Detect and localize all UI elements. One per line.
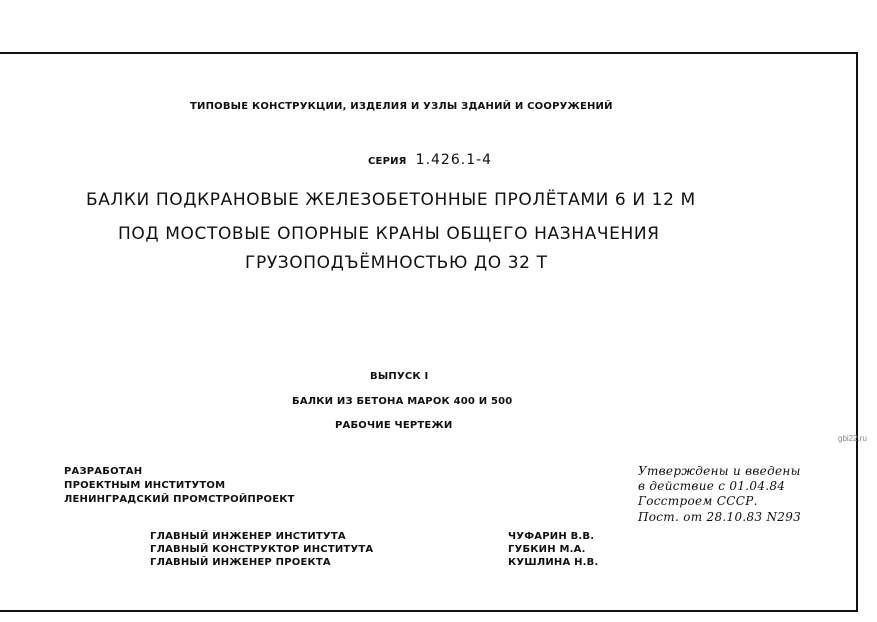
developer-line-2: ПРОЕКТНЫМ ИНСТИТУТОМ — [64, 480, 226, 491]
approval-line-2: в действие с 01.04.84 — [638, 479, 786, 493]
signature-name-2: ГУБКИН М.А. — [508, 544, 586, 555]
watermark-text: gbi22.ru — [838, 434, 867, 443]
issue-number: ВЫПУСК I — [370, 371, 429, 382]
signature-role-3: ГЛАВНЫЙ ИНЖЕНЕР ПРОЕКТА — [150, 557, 331, 568]
issue-subtitle: БАЛКИ ИЗ БЕТОНА МАРОК 400 И 500 — [292, 396, 513, 407]
developer-line-1: РАЗРАБОТАН — [64, 466, 143, 477]
approval-line-1: Утверждены и введены — [638, 464, 801, 478]
title-line-2: ПОД МОСТОВЫЕ ОПОРНЫЕ КРАНЫ ОБЩЕГО НАЗНАЧЕНИЯ — [118, 224, 660, 244]
title-line-1: БАЛКИ ПОДКРАНОВЫЕ ЖЕЛЕЗОБЕТОННЫЕ ПРОЛЁТАМИ 6 И 12 М — [86, 190, 696, 210]
drawing-frame — [0, 52, 858, 612]
issue-type: РАБОЧИЕ ЧЕРТЕЖИ — [335, 420, 453, 431]
series-line — [368, 149, 492, 168]
signature-name-1: ЧУФАРИН В.В. — [508, 531, 595, 542]
series-number: 1.426.1-4 — [415, 152, 493, 168]
title-line-3: ГРУЗОПОДЪЁМНОСТЬЮ ДО 32 Т — [245, 253, 548, 273]
approval-line-4: Пост. от 28.10.83 N293 — [638, 510, 802, 524]
series-label: СЕРИЯ — [368, 156, 407, 167]
signature-role-1: ГЛАВНЫЙ ИНЖЕНЕР ИНСТИТУТА — [150, 531, 346, 542]
developer-line-3: ЛЕНИНГРАДСКИЙ ПРОМСТРОЙПРОЕКТ — [64, 494, 295, 505]
signature-role-2: ГЛАВНЫЙ КОНСТРУКТОР ИНСТИТУТА — [150, 544, 374, 555]
approval-line-3: Госстроем СССР. — [638, 494, 758, 508]
signature-name-3: КУШЛИНА Н.В. — [508, 557, 599, 568]
collection-title: ТИПОВЫЕ КОНСТРУКЦИИ, ИЗДЕЛИЯ И УЗЛЫ ЗДАНИЙ И СООРУЖЕНИЙ — [190, 101, 613, 112]
